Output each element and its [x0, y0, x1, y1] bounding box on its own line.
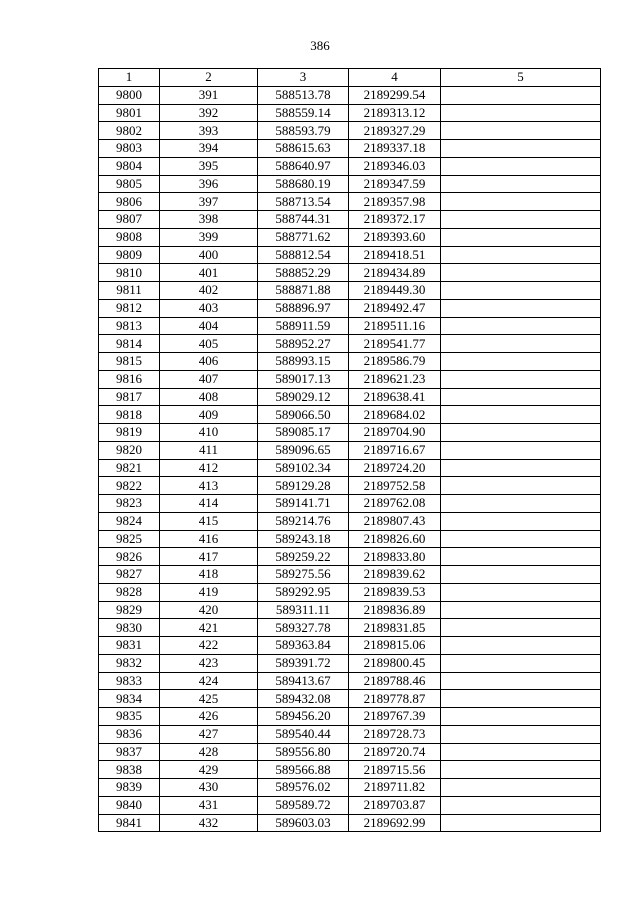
y-coordinate-cell: 2189815.06	[349, 637, 441, 655]
y-coordinate-cell: 2189621.23	[349, 370, 441, 388]
point-number-cell: 9841	[99, 814, 160, 832]
x-coordinate-cell: 589141.71	[258, 495, 349, 513]
x-coordinate-cell: 589566.88	[258, 761, 349, 779]
point-number-cell: 9811	[99, 282, 160, 300]
note-cell	[441, 282, 601, 300]
point-number-cell: 9801	[99, 104, 160, 122]
point-number-cell: 9804	[99, 157, 160, 175]
y-coordinate-cell: 2189839.62	[349, 566, 441, 584]
point-number-cell: 9800	[99, 86, 160, 104]
x-coordinate-cell: 589102.34	[258, 459, 349, 477]
y-coordinate-cell: 2189752.58	[349, 477, 441, 495]
note-cell	[441, 175, 601, 193]
x-coordinate-cell: 589243.18	[258, 530, 349, 548]
note-cell	[441, 264, 601, 282]
table-row	[99, 725, 601, 743]
point-number-cell: 9839	[99, 779, 160, 797]
index-cell: 424	[160, 672, 258, 690]
note-cell	[441, 140, 601, 158]
index-cell: 409	[160, 406, 258, 424]
table-row	[99, 743, 601, 761]
index-cell: 400	[160, 246, 258, 264]
table-row	[99, 637, 601, 655]
x-coordinate-cell: 589275.56	[258, 566, 349, 584]
y-coordinate-cell: 2189833.80	[349, 548, 441, 566]
index-cell: 394	[160, 140, 258, 158]
x-coordinate-cell: 588593.79	[258, 122, 349, 140]
point-number-cell: 9830	[99, 619, 160, 637]
column-header-4: 4	[349, 69, 441, 87]
y-coordinate-cell: 2189831.85	[349, 619, 441, 637]
table-row	[99, 104, 601, 122]
table-row	[99, 690, 601, 708]
table-row	[99, 459, 601, 477]
y-coordinate-cell: 2189586.79	[349, 353, 441, 371]
x-coordinate-cell: 588871.88	[258, 282, 349, 300]
index-cell: 402	[160, 282, 258, 300]
table-row	[99, 353, 601, 371]
table-row	[99, 282, 601, 300]
note-cell	[441, 619, 601, 637]
table-row	[99, 477, 601, 495]
note-cell	[441, 193, 601, 211]
y-coordinate-cell: 2189728.73	[349, 725, 441, 743]
x-coordinate-cell: 588896.97	[258, 299, 349, 317]
column-header-1: 1	[99, 69, 160, 87]
point-number-cell: 9823	[99, 495, 160, 513]
note-cell	[441, 761, 601, 779]
index-cell: 418	[160, 566, 258, 584]
y-coordinate-cell: 2189807.43	[349, 512, 441, 530]
note-cell	[441, 495, 601, 513]
table-row	[99, 495, 601, 513]
note-cell	[441, 601, 601, 619]
point-number-cell: 9802	[99, 122, 160, 140]
x-coordinate-cell: 588812.54	[258, 246, 349, 264]
table-row	[99, 140, 601, 158]
point-number-cell: 9834	[99, 690, 160, 708]
x-coordinate-cell: 589540.44	[258, 725, 349, 743]
y-coordinate-cell: 2189327.29	[349, 122, 441, 140]
note-cell	[441, 672, 601, 690]
index-cell: 407	[160, 370, 258, 388]
note-cell	[441, 353, 601, 371]
x-coordinate-cell: 588615.63	[258, 140, 349, 158]
y-coordinate-cell: 2189372.17	[349, 211, 441, 229]
x-coordinate-cell: 589129.28	[258, 477, 349, 495]
index-cell: 393	[160, 122, 258, 140]
point-number-cell: 9810	[99, 264, 160, 282]
point-number-cell: 9822	[99, 477, 160, 495]
x-coordinate-cell: 589603.03	[258, 814, 349, 832]
note-cell	[441, 211, 601, 229]
y-coordinate-cell: 2189492.47	[349, 299, 441, 317]
table-row	[99, 814, 601, 832]
note-cell	[441, 424, 601, 442]
index-cell: 415	[160, 512, 258, 530]
y-coordinate-cell: 2189541.77	[349, 335, 441, 353]
y-coordinate-cell: 2189839.53	[349, 583, 441, 601]
index-cell: 392	[160, 104, 258, 122]
table-row	[99, 548, 601, 566]
index-cell: 425	[160, 690, 258, 708]
note-cell	[441, 388, 601, 406]
index-cell: 421	[160, 619, 258, 637]
y-coordinate-cell: 2189704.90	[349, 424, 441, 442]
note-cell	[441, 86, 601, 104]
point-number-cell: 9831	[99, 637, 160, 655]
table-row	[99, 566, 601, 584]
index-cell: 431	[160, 796, 258, 814]
y-coordinate-cell: 2189716.67	[349, 441, 441, 459]
note-cell	[441, 530, 601, 548]
index-cell: 399	[160, 228, 258, 246]
table-row	[99, 157, 601, 175]
y-coordinate-cell: 2189711.82	[349, 779, 441, 797]
x-coordinate-cell: 588911.59	[258, 317, 349, 335]
page-number: 386	[310, 38, 330, 53]
point-number-cell: 9812	[99, 299, 160, 317]
note-cell	[441, 548, 601, 566]
y-coordinate-cell: 2189357.98	[349, 193, 441, 211]
note-cell	[441, 743, 601, 761]
index-cell: 422	[160, 637, 258, 655]
y-coordinate-cell: 2189788.46	[349, 672, 441, 690]
point-number-cell: 9827	[99, 566, 160, 584]
y-coordinate-cell: 2189393.60	[349, 228, 441, 246]
note-cell	[441, 637, 601, 655]
point-number-cell: 9836	[99, 725, 160, 743]
note-cell	[441, 477, 601, 495]
y-coordinate-cell: 2189638.41	[349, 388, 441, 406]
index-cell: 429	[160, 761, 258, 779]
y-coordinate-cell: 2189800.45	[349, 654, 441, 672]
point-number-cell: 9837	[99, 743, 160, 761]
point-number-cell: 9821	[99, 459, 160, 477]
table-row	[99, 619, 601, 637]
note-cell	[441, 512, 601, 530]
point-number-cell: 9803	[99, 140, 160, 158]
table-row	[99, 779, 601, 797]
x-coordinate-cell: 589589.72	[258, 796, 349, 814]
table-row	[99, 654, 601, 672]
index-cell: 403	[160, 299, 258, 317]
note-cell	[441, 370, 601, 388]
x-coordinate-cell: 588513.78	[258, 86, 349, 104]
index-cell: 408	[160, 388, 258, 406]
y-coordinate-cell: 2189692.99	[349, 814, 441, 832]
x-coordinate-cell: 588993.15	[258, 353, 349, 371]
index-cell: 410	[160, 424, 258, 442]
point-number-cell: 9809	[99, 246, 160, 264]
index-cell: 404	[160, 317, 258, 335]
x-coordinate-cell: 588744.31	[258, 211, 349, 229]
y-coordinate-cell: 2189720.74	[349, 743, 441, 761]
index-cell: 395	[160, 157, 258, 175]
x-coordinate-cell: 589029.12	[258, 388, 349, 406]
x-coordinate-cell: 589556.80	[258, 743, 349, 761]
table-row	[99, 317, 601, 335]
x-coordinate-cell: 589327.78	[258, 619, 349, 637]
point-number-cell: 9826	[99, 548, 160, 566]
point-number-cell: 9833	[99, 672, 160, 690]
point-number-cell: 9815	[99, 353, 160, 371]
x-coordinate-cell: 589413.67	[258, 672, 349, 690]
y-coordinate-cell: 2189778.87	[349, 690, 441, 708]
y-coordinate-cell: 2189511.16	[349, 317, 441, 335]
table-row	[99, 370, 601, 388]
x-coordinate-cell: 589456.20	[258, 708, 349, 726]
table-row	[99, 86, 601, 104]
note-cell	[441, 228, 601, 246]
x-coordinate-cell: 589096.65	[258, 441, 349, 459]
point-number-cell: 9829	[99, 601, 160, 619]
x-coordinate-cell: 589214.76	[258, 512, 349, 530]
table-row	[99, 211, 601, 229]
note-cell	[441, 317, 601, 335]
y-coordinate-cell: 2189762.08	[349, 495, 441, 513]
index-cell: 430	[160, 779, 258, 797]
column-header-2: 2	[160, 69, 258, 87]
note-cell	[441, 335, 601, 353]
index-cell: 416	[160, 530, 258, 548]
x-coordinate-cell: 589363.84	[258, 637, 349, 655]
y-coordinate-cell: 2189826.60	[349, 530, 441, 548]
x-coordinate-cell: 588640.97	[258, 157, 349, 175]
index-cell: 432	[160, 814, 258, 832]
table-row	[99, 228, 601, 246]
y-coordinate-cell: 2189347.59	[349, 175, 441, 193]
note-cell	[441, 583, 601, 601]
y-coordinate-cell: 2189346.03	[349, 157, 441, 175]
x-coordinate-cell: 589085.17	[258, 424, 349, 442]
table-row	[99, 672, 601, 690]
y-coordinate-cell: 2189299.54	[349, 86, 441, 104]
note-cell	[441, 796, 601, 814]
note-cell	[441, 122, 601, 140]
point-number-cell: 9838	[99, 761, 160, 779]
point-number-cell: 9818	[99, 406, 160, 424]
index-cell: 427	[160, 725, 258, 743]
table-row	[99, 299, 601, 317]
point-number-cell: 9820	[99, 441, 160, 459]
x-coordinate-cell: 589432.08	[258, 690, 349, 708]
column-header-3: 3	[258, 69, 349, 87]
index-cell: 417	[160, 548, 258, 566]
x-coordinate-cell: 588559.14	[258, 104, 349, 122]
y-coordinate-cell: 2189684.02	[349, 406, 441, 424]
x-coordinate-cell: 589391.72	[258, 654, 349, 672]
y-coordinate-cell: 2189418.51	[349, 246, 441, 264]
y-coordinate-cell: 2189703.87	[349, 796, 441, 814]
x-coordinate-cell: 588713.54	[258, 193, 349, 211]
y-coordinate-cell: 2189434.89	[349, 264, 441, 282]
point-number-cell: 9824	[99, 512, 160, 530]
table-row	[99, 264, 601, 282]
x-coordinate-cell: 589311.11	[258, 601, 349, 619]
x-coordinate-cell: 588952.27	[258, 335, 349, 353]
note-cell	[441, 104, 601, 122]
x-coordinate-cell: 588771.62	[258, 228, 349, 246]
x-coordinate-cell: 589066.50	[258, 406, 349, 424]
note-cell	[441, 441, 601, 459]
table-row	[99, 441, 601, 459]
coordinates-table	[98, 68, 601, 832]
point-number-cell: 9835	[99, 708, 160, 726]
index-cell: 423	[160, 654, 258, 672]
point-number-cell: 9807	[99, 211, 160, 229]
index-cell: 398	[160, 211, 258, 229]
x-coordinate-cell: 588680.19	[258, 175, 349, 193]
y-coordinate-cell: 2189715.56	[349, 761, 441, 779]
x-coordinate-cell: 589292.95	[258, 583, 349, 601]
note-cell	[441, 566, 601, 584]
x-coordinate-cell: 589017.13	[258, 370, 349, 388]
point-number-cell: 9814	[99, 335, 160, 353]
index-cell: 428	[160, 743, 258, 761]
table-row	[99, 512, 601, 530]
y-coordinate-cell: 2189767.39	[349, 708, 441, 726]
table-row	[99, 122, 601, 140]
y-coordinate-cell: 2189337.18	[349, 140, 441, 158]
table-row	[99, 406, 601, 424]
note-cell	[441, 406, 601, 424]
index-cell: 397	[160, 193, 258, 211]
y-coordinate-cell: 2189836.89	[349, 601, 441, 619]
x-coordinate-cell: 589576.02	[258, 779, 349, 797]
table-row	[99, 424, 601, 442]
x-coordinate-cell: 588852.29	[258, 264, 349, 282]
index-cell: 426	[160, 708, 258, 726]
table-header-row	[99, 69, 601, 87]
table-row	[99, 583, 601, 601]
point-number-cell: 9813	[99, 317, 160, 335]
point-number-cell: 9828	[99, 583, 160, 601]
table-row	[99, 530, 601, 548]
note-cell	[441, 299, 601, 317]
point-number-cell: 9805	[99, 175, 160, 193]
column-header-5: 5	[441, 69, 601, 87]
index-cell: 405	[160, 335, 258, 353]
y-coordinate-cell: 2189449.30	[349, 282, 441, 300]
point-number-cell: 9840	[99, 796, 160, 814]
note-cell	[441, 814, 601, 832]
table-row	[99, 175, 601, 193]
index-cell: 420	[160, 601, 258, 619]
note-cell	[441, 459, 601, 477]
index-cell: 391	[160, 86, 258, 104]
note-cell	[441, 246, 601, 264]
point-number-cell: 9816	[99, 370, 160, 388]
note-cell	[441, 725, 601, 743]
index-cell: 411	[160, 441, 258, 459]
index-cell: 412	[160, 459, 258, 477]
note-cell	[441, 779, 601, 797]
note-cell	[441, 157, 601, 175]
table-row	[99, 796, 601, 814]
y-coordinate-cell: 2189724.20	[349, 459, 441, 477]
index-cell: 419	[160, 583, 258, 601]
note-cell	[441, 690, 601, 708]
point-number-cell: 9819	[99, 424, 160, 442]
index-cell: 396	[160, 175, 258, 193]
point-number-cell: 9817	[99, 388, 160, 406]
index-cell: 414	[160, 495, 258, 513]
table-row	[99, 761, 601, 779]
y-coordinate-cell: 2189313.12	[349, 104, 441, 122]
index-cell: 413	[160, 477, 258, 495]
point-number-cell: 9808	[99, 228, 160, 246]
note-cell	[441, 654, 601, 672]
table-row	[99, 708, 601, 726]
table-row	[99, 193, 601, 211]
table-row	[99, 335, 601, 353]
point-number-cell: 9806	[99, 193, 160, 211]
index-cell: 401	[160, 264, 258, 282]
table-row	[99, 601, 601, 619]
point-number-cell: 9825	[99, 530, 160, 548]
table-row	[99, 388, 601, 406]
index-cell: 406	[160, 353, 258, 371]
x-coordinate-cell: 589259.22	[258, 548, 349, 566]
point-number-cell: 9832	[99, 654, 160, 672]
note-cell	[441, 708, 601, 726]
table-row	[99, 246, 601, 264]
